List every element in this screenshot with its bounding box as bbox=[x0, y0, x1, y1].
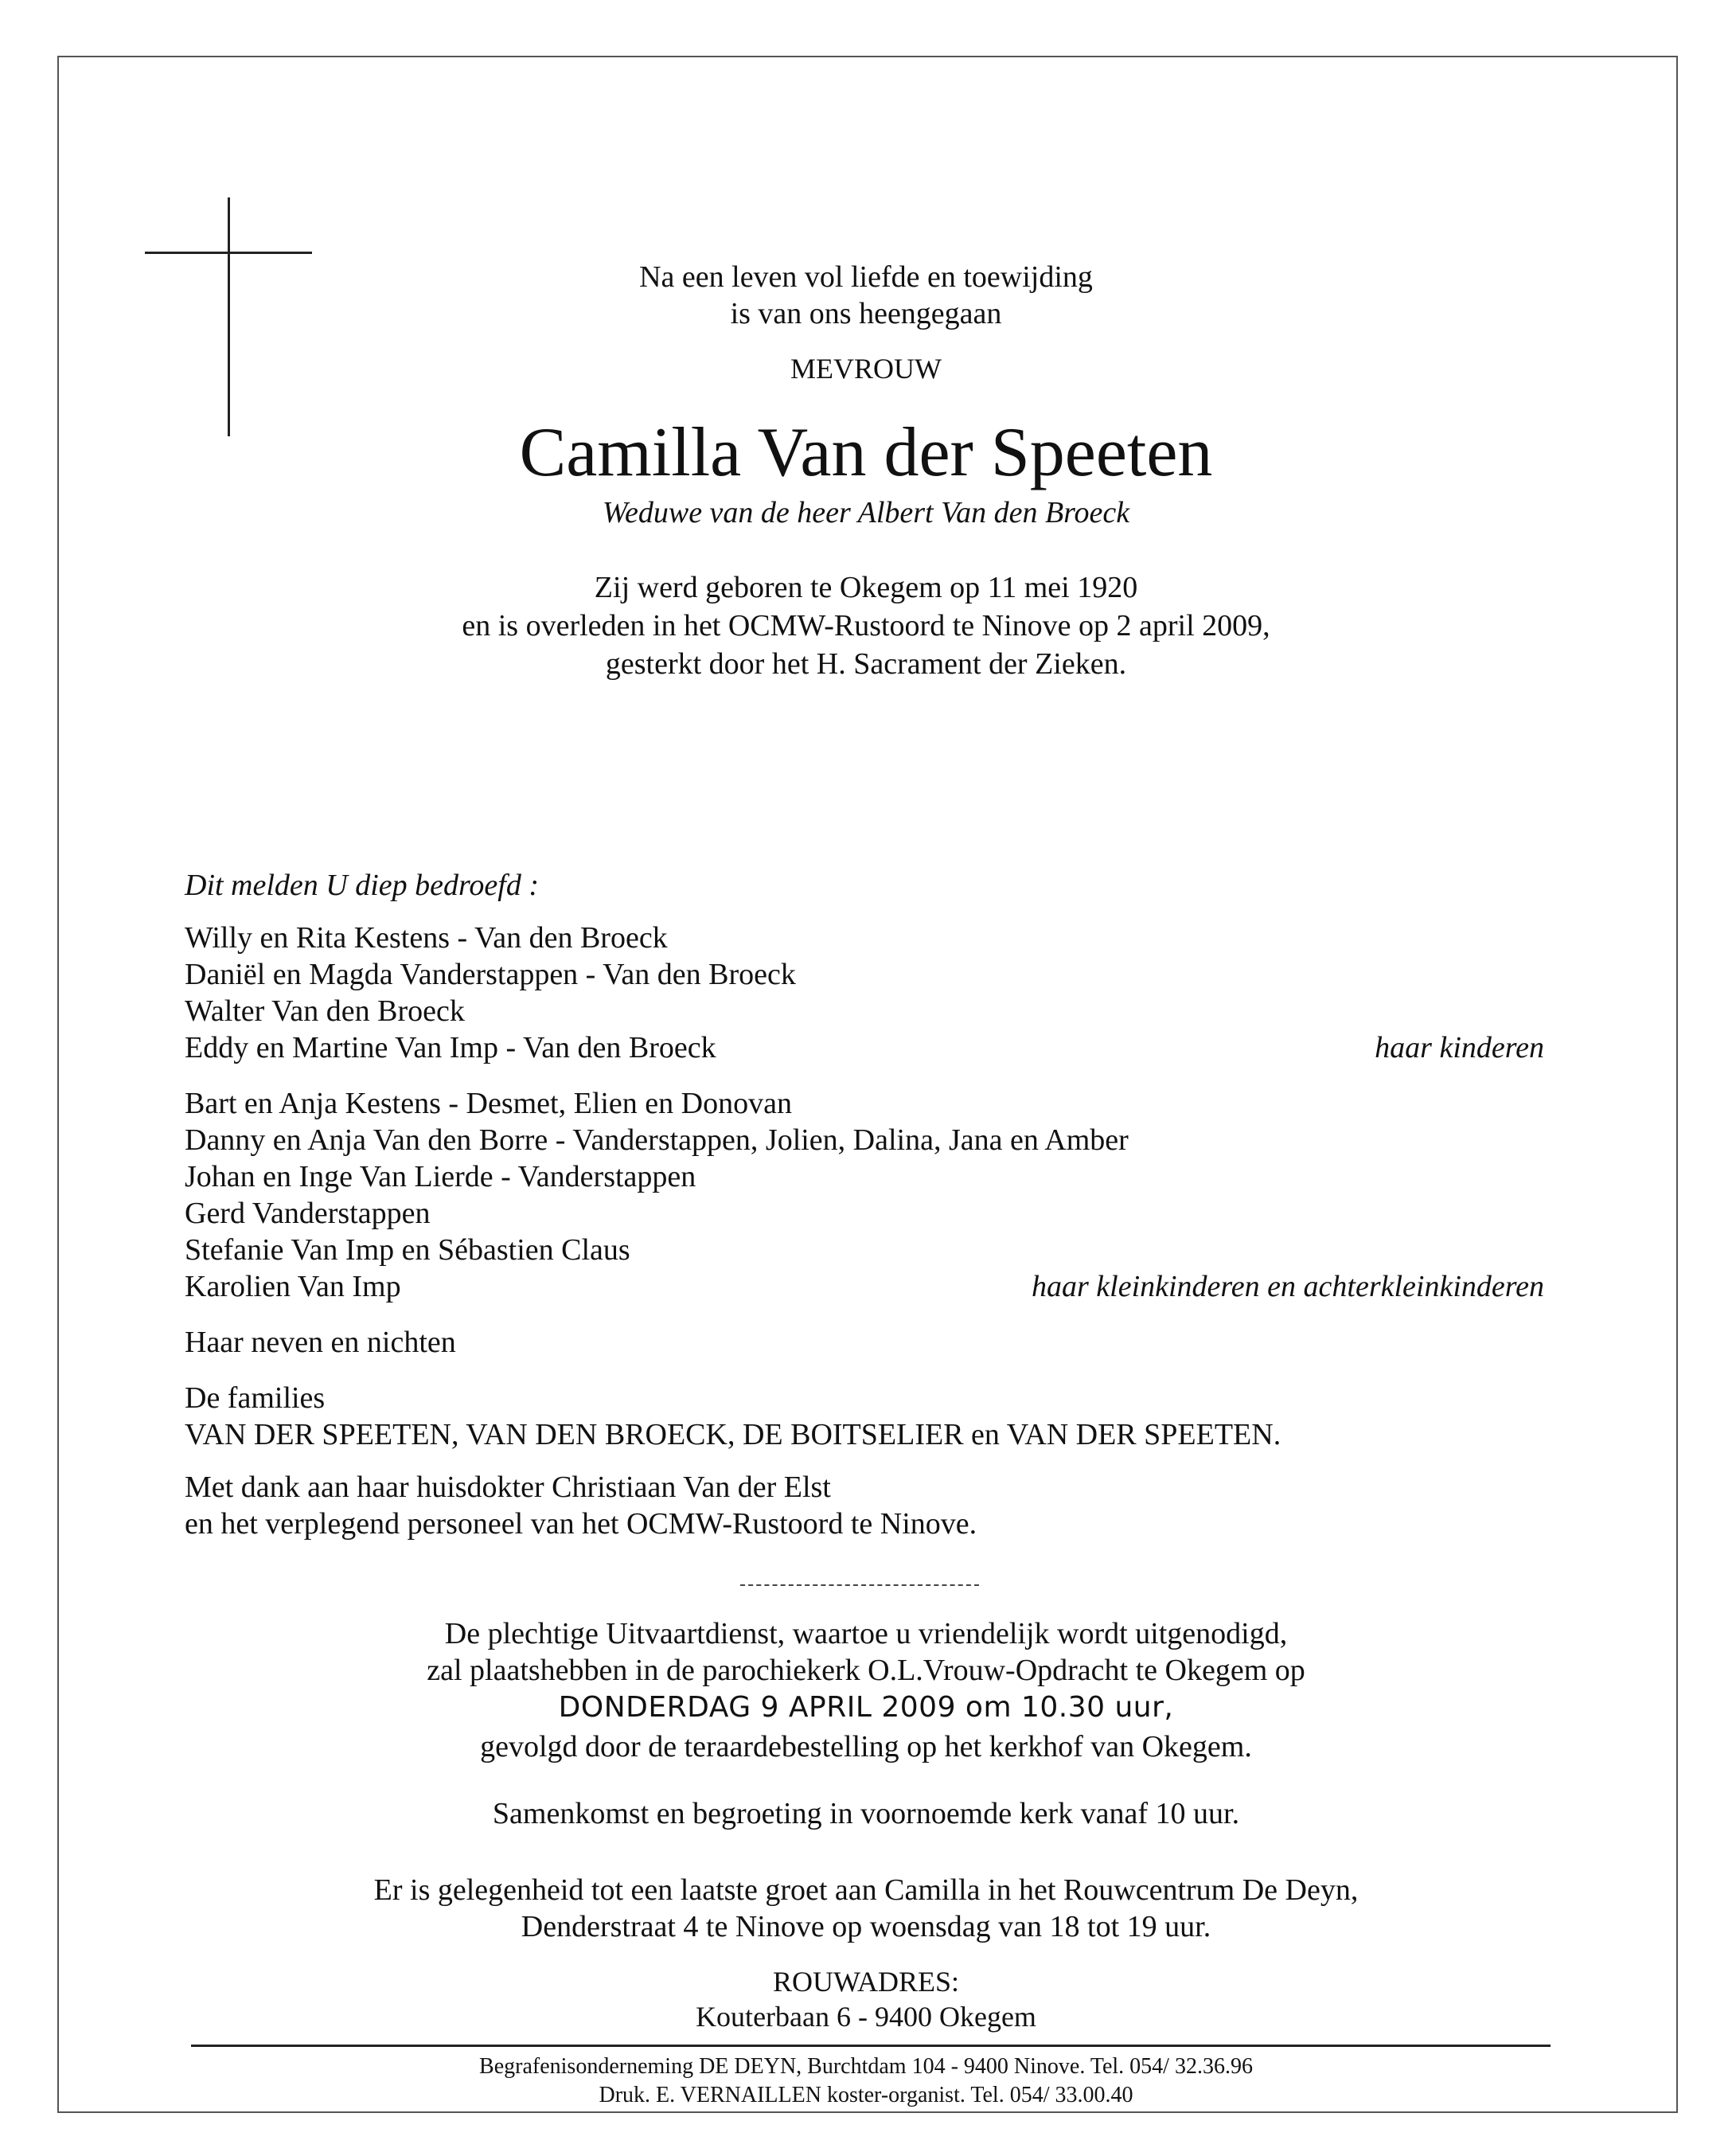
biography-line-1: Zij werd geboren te Okegem op 11 mei 1920 bbox=[594, 571, 1138, 604]
grandchild-name: Stefanie Van Imp en Sébastien Claus bbox=[185, 1233, 630, 1267]
announce-heading: Dit melden U diep bedroefd : bbox=[185, 869, 539, 902]
intro-line-1: Na een leven vol liefde en toewijding bbox=[639, 260, 1093, 294]
grandchild-name: Bart en Anja Kestens - Desmet, Elien en Donovan bbox=[185, 1087, 792, 1120]
grandchild-name: Karolien Van Imp bbox=[185, 1270, 401, 1303]
service-line-1: De plechtige Uitvaartdienst, waartoe u vriendelijk wordt uitgenodigd, bbox=[444, 1617, 1288, 1650]
families-line-1: De families bbox=[185, 1381, 326, 1415]
address-value: Kouterbaan 6 - 9400 Okegem bbox=[696, 2001, 1036, 2033]
thanks-line-2: en het verplegend personeel van het OCMW-Rustoord te Ninove. bbox=[185, 1507, 977, 1541]
thanks-line-1: Met dank aan haar huisdokter Christiaan Van der Elst bbox=[185, 1471, 831, 1504]
footer-divider bbox=[191, 2045, 1551, 2047]
farewell-line-1: Er is gelegenheid tot een laatste groet aan Camilla in het Rouwcentrum De Deyn, bbox=[373, 1873, 1359, 1907]
grandchild-name: Gerd Vanderstappen bbox=[185, 1197, 431, 1230]
grandchild-name: Danny en Anja Van den Borre - Vanderstappen, Jolien, Dalina, Jana en Amber bbox=[185, 1123, 1129, 1157]
address-label: ROUWADRES: bbox=[772, 1966, 960, 1998]
children-label: haar kinderen bbox=[1375, 1031, 1544, 1064]
service-date: DONDERDAG 9 APRIL 2009 om 10.30 uur, bbox=[558, 1691, 1174, 1724]
footer-line-1: Begrafenisonderneming DE DEYN, Burchtdam 104 - 9400 Ninove. Tel. 054/ 32.36.96 bbox=[479, 2054, 1253, 2079]
biography-line-2: en is overleden in het OCMW-Rustoord te Ninove op 2 april 2009, bbox=[462, 609, 1270, 643]
service-line-4: gevolgd door de teraardebestelling op het kerkhof van Okegem. bbox=[480, 1730, 1252, 1763]
child-name: Walter Van den Broeck bbox=[185, 994, 465, 1028]
footer-line-2: Druk. E. VERNAILLEN koster-organist. Tel. 054/ 33.00.40 bbox=[599, 2083, 1133, 2107]
nephews-line: Haar neven en nichten bbox=[185, 1326, 456, 1359]
farewell-line-2: Denderstraat 4 te Ninove op woensdag van 18 tot 19 uur. bbox=[521, 1910, 1211, 1943]
deceased-subtitle: Weduwe van de heer Albert Van den Broeck bbox=[602, 496, 1130, 529]
deceased-name: Camilla Van der Speeten bbox=[519, 414, 1213, 491]
families-line-2: VAN DER SPEETEN, VAN DEN BROECK, DE BOITSELIER en VAN DER SPEETEN. bbox=[185, 1418, 1281, 1451]
child-name: Willy en Rita Kestens - Van den Broeck bbox=[185, 921, 668, 955]
child-name: Eddy en Martine Van Imp - Van den Broeck bbox=[185, 1031, 716, 1064]
service-line-2: zal plaatshebben in de parochiekerk O.L.Vrouw-Opdracht te Okegem op bbox=[427, 1654, 1305, 1687]
cross-icon-horizontal bbox=[145, 252, 312, 254]
gathering-line: Samenkomst en begroeting in voornoemde kerk vanaf 10 uur. bbox=[492, 1797, 1240, 1830]
child-name: Daniël en Magda Vanderstappen - Van den Broeck bbox=[185, 958, 796, 991]
biography-line-3: gesterkt door het H. Sacrament der Zieken. bbox=[605, 647, 1127, 681]
honorific: MEVROUW bbox=[790, 353, 942, 385]
section-divider bbox=[740, 1584, 979, 1586]
intro-line-2: is van ons heengegaan bbox=[730, 297, 1002, 330]
grandchildren-label: haar kleinkinderen en achterkleinkinderen bbox=[1032, 1270, 1544, 1303]
grandchild-name: Johan en Inge Van Lierde - Vanderstappen bbox=[185, 1160, 696, 1193]
